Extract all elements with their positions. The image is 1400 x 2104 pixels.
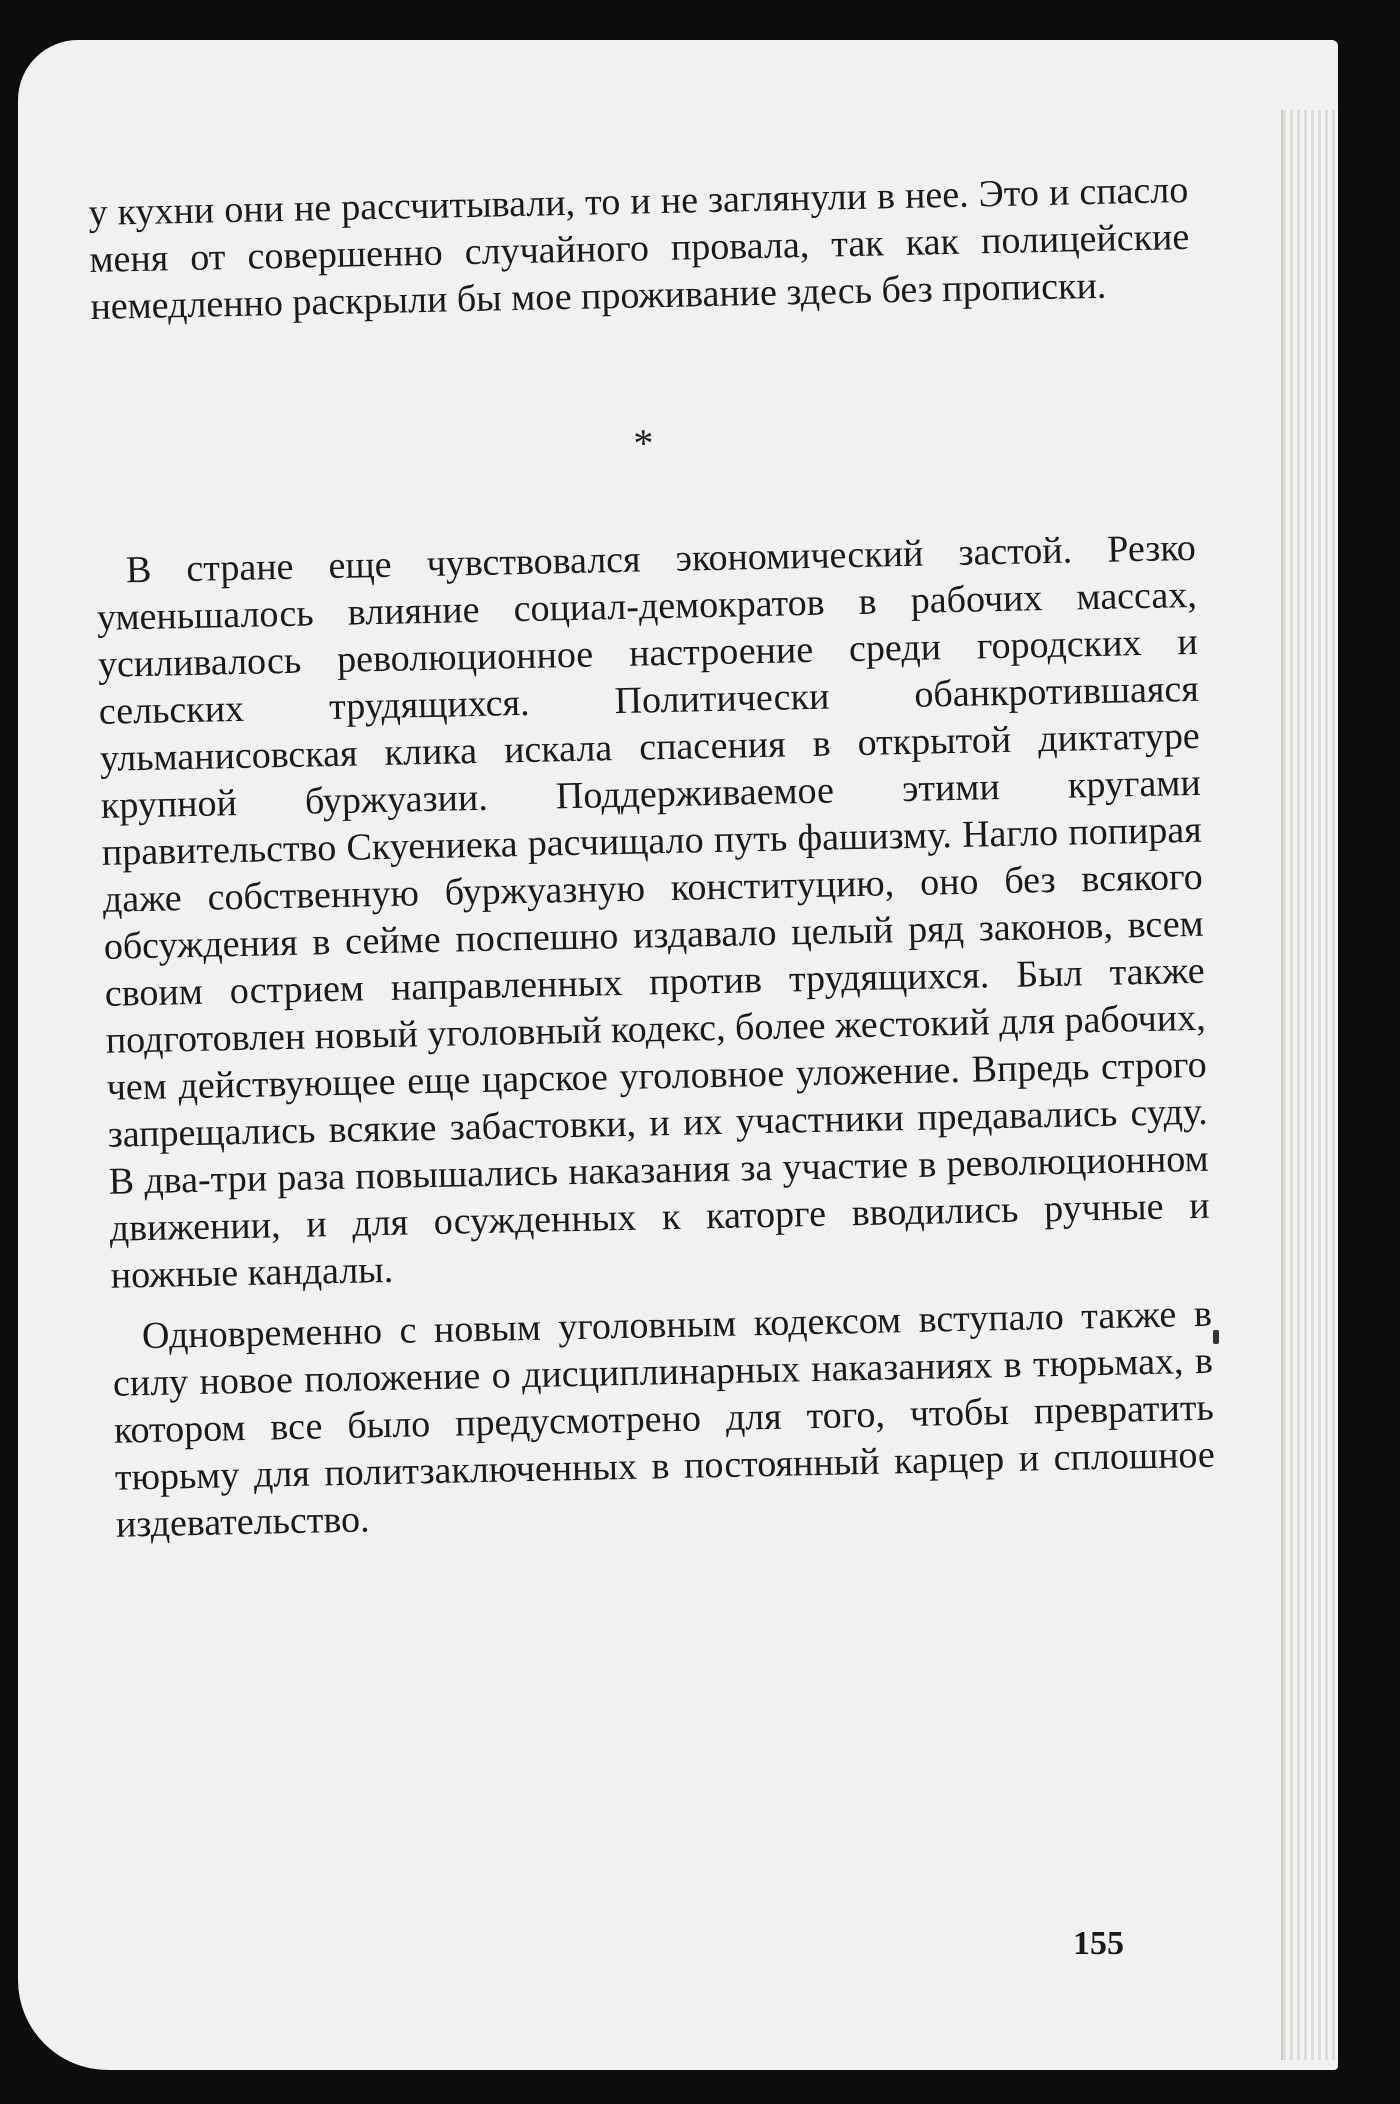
ink-mark (1213, 1330, 1219, 1344)
page-edge (1281, 110, 1338, 2060)
section-separator: * (632, 420, 654, 466)
page-number: 155 (1073, 1925, 1124, 1962)
paragraph-disciplinary-rules: Одновременно с новым уголовным кодексом вступало также в силу новое положение о дисциплинарных наказаниях в тюрьмах, в котором все было предусмотрено для того, чтобы превратить тюрьму для политзаключенных в постоянный карцер и сплошное издевательство. (112, 1292, 1216, 1546)
book-page (18, 40, 1338, 2070)
corner-shadow (1362, 0, 1390, 40)
paragraph-continuation: у кухни они не рассчитывали, то и не заглянули в нее. Это и спасло меня от совершенно случайного провала, так как полицейские немедленно раскрыли бы мое проживание здесь без прописки. (88, 168, 1190, 328)
page-text (88, 167, 1216, 1549)
paragraph-economic-stagnation: В стране еще чувствовался экономический застой. Резко уменьшалось влияние социал-демократов в рабочих массах, усиливалось революционное настроение среди городских и сельских трудящихся. Политически обанкротившаяся ульманисовская клика искала спасения в открытой диктатуре крупной буржуазии. Поддерживаемое этими кругами правительство Скуениека расчищало путь фашизму. Нагло попирая даже собственную буржуазную конституцию, оно без всякого обсуждения в сейме поспешно издавало целый ряд законов, всем своим острием направленных против трудящихся. Был также подготовлен новый уголовный кодекс, более жестокий для рабочих, чем действующее еще царское уголовное уложение. Впредь строго запрещались всякие забастовки, и их участники предавались суду. В два-три раза повышались наказания за участие в революционном движении, и для осужденных к каторге вводились ручные и ножные кандалы. (96, 526, 1210, 1297)
